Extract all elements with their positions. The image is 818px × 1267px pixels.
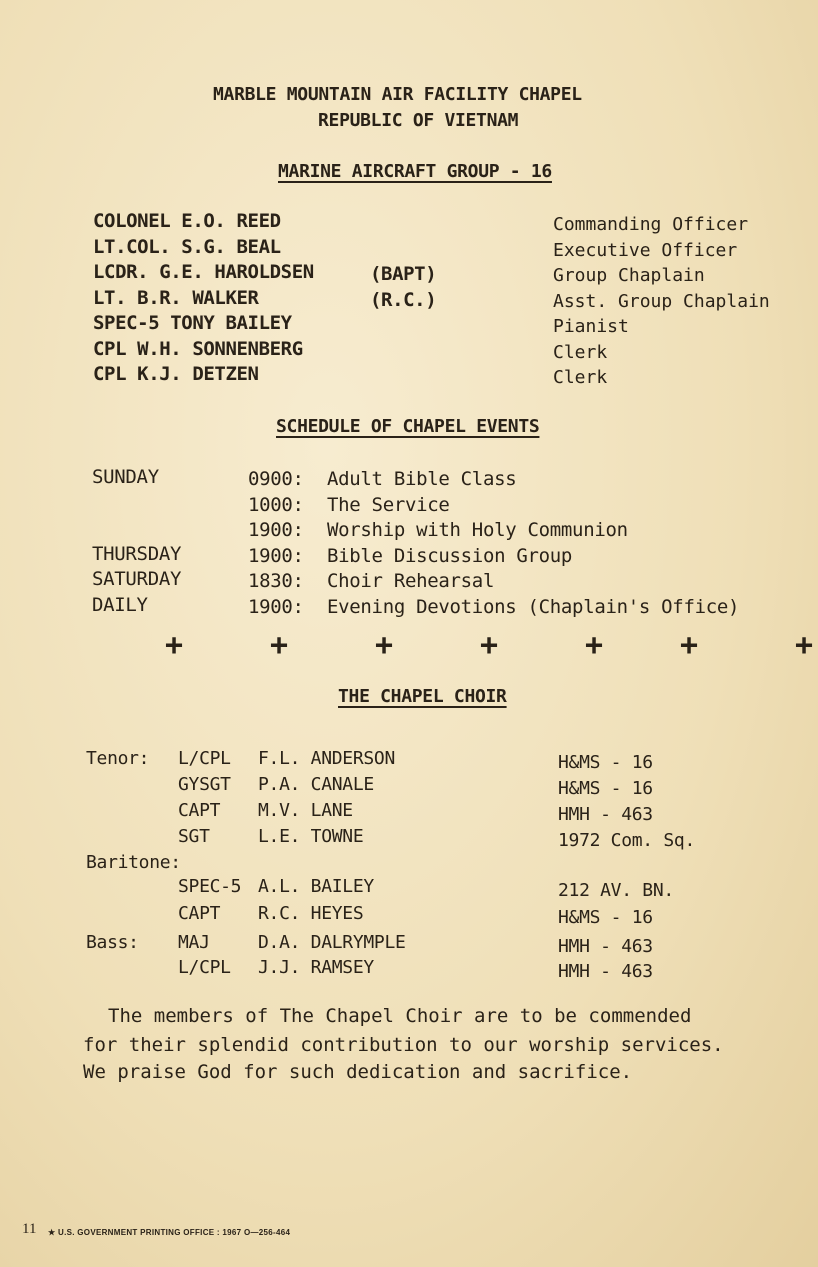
staff-name: CPL W.H. SONNENBERG bbox=[93, 337, 303, 360]
schedule-day: SUNDAY bbox=[92, 466, 159, 488]
choir-unit: 212 AV. BN. bbox=[558, 880, 674, 901]
staff-name: CPL K.J. DETZEN bbox=[93, 363, 259, 385]
cross-mark: + bbox=[165, 628, 184, 663]
schedule-time: 1900: bbox=[248, 519, 304, 541]
schedule-day: DAILY bbox=[92, 593, 148, 616]
schedule-event: Bible Discussion Group bbox=[327, 544, 573, 567]
staff-role: Commanding Officer bbox=[553, 214, 749, 235]
choir-rank: GYSGT bbox=[178, 774, 231, 795]
staff-name: LCDR. G.E. HAROLDSEN bbox=[93, 261, 314, 283]
country-title: REPUBLIC OF VIETNAM bbox=[318, 110, 519, 131]
staff-denomination: (R.C.) bbox=[370, 288, 437, 311]
cross-mark: + bbox=[375, 628, 394, 663]
printer-imprint: ★ U.S. GOVERNMENT PRINTING OFFICE : 1967 O—256-464 bbox=[48, 1228, 291, 1237]
page-number: 11 bbox=[22, 1221, 37, 1237]
choir-rank: MAJ bbox=[178, 932, 210, 953]
choir-rank: CAPT bbox=[178, 800, 221, 821]
staff-role: Pianist bbox=[553, 316, 629, 337]
schedule-event: Worship with Holy Communion bbox=[327, 519, 628, 541]
staff-role: Clerk bbox=[553, 341, 608, 363]
staff-role: Group Chaplain bbox=[553, 265, 705, 286]
choir-rank: CAPT bbox=[178, 903, 221, 924]
staff-name: COLONEL E.O. REED bbox=[93, 210, 281, 232]
choir-name: P.A. CANALE bbox=[258, 774, 374, 795]
cross-mark: + bbox=[585, 628, 604, 663]
choir-rank: SGT bbox=[178, 826, 210, 847]
cross-mark: + bbox=[795, 628, 814, 663]
choir-name: L.E. TOWNE bbox=[258, 826, 364, 847]
choir-section: Baritone: bbox=[86, 852, 181, 873]
schedule-time: 0900: bbox=[248, 468, 304, 490]
schedule-time: 1900: bbox=[248, 544, 304, 567]
choir-name: D.A. DALRYMPLE bbox=[258, 932, 406, 953]
staff-name: SPEC-5 TONY BAILEY bbox=[93, 312, 292, 334]
staff-name: LT.COL. S.G. BEAL bbox=[93, 235, 281, 258]
schedule-event: The Service bbox=[327, 493, 450, 516]
choir-unit: H&MS - 16 bbox=[558, 778, 653, 799]
choir-name: J.J. RAMSEY bbox=[258, 957, 374, 978]
schedule-time: 1900: bbox=[248, 595, 304, 618]
schedule-title: SCHEDULE OF CHAPEL EVENTS bbox=[276, 416, 540, 437]
choir-unit: HMH - 463 bbox=[558, 936, 653, 957]
schedule-day: SATURDAY bbox=[92, 568, 182, 590]
chapel-title: MARBLE MOUNTAIN AIR FACILITY CHAPEL bbox=[213, 84, 582, 105]
schedule-event: Evening Devotions (Chaplain's Office) bbox=[327, 595, 740, 618]
choir-rank: L/CPL bbox=[178, 748, 231, 769]
choir-name: R.C. HEYES bbox=[258, 903, 364, 924]
schedule-event: Adult Bible Class bbox=[327, 468, 517, 490]
choir-section: Tenor: bbox=[86, 748, 150, 769]
schedule-event: Choir Rehearsal bbox=[327, 570, 495, 592]
choir-unit: H&MS - 16 bbox=[558, 752, 653, 773]
schedule-time: 1830: bbox=[248, 570, 304, 592]
choir-title: THE CHAPEL CHOIR bbox=[338, 686, 507, 707]
schedule-day: THURSDAY bbox=[92, 542, 182, 565]
choir-rank: L/CPL bbox=[178, 957, 231, 978]
staff-role: Clerk bbox=[553, 367, 608, 388]
choir-name: A.L. BAILEY bbox=[258, 876, 374, 897]
staff-role: Executive Officer bbox=[553, 239, 738, 261]
cross-mark: + bbox=[270, 628, 289, 663]
choir-unit: H&MS - 16 bbox=[558, 907, 653, 928]
choir-unit: 1972 Com. Sq. bbox=[558, 830, 695, 851]
cross-mark: + bbox=[680, 628, 699, 663]
choir-section: Bass: bbox=[86, 932, 139, 953]
choir-rank: SPEC-5 bbox=[178, 876, 242, 897]
cross-mark: + bbox=[480, 628, 499, 663]
schedule-time: 1000: bbox=[248, 493, 304, 516]
closing-line: We praise God for such dedication and sacrifice. bbox=[83, 1061, 633, 1083]
closing-line: The members of The Chapel Choir are to be commended bbox=[108, 1005, 692, 1027]
staff-denomination: (BAPT) bbox=[370, 263, 437, 285]
choir-name: M.V. LANE bbox=[258, 800, 353, 821]
staff-name: LT. B.R. WALKER bbox=[93, 286, 259, 309]
staff-role: Asst. Group Chaplain bbox=[553, 290, 770, 312]
closing-line: for their splendid contribution to our worship services. bbox=[83, 1034, 724, 1056]
choir-name: F.L. ANDERSON bbox=[258, 748, 395, 769]
choir-unit: HMH - 463 bbox=[558, 804, 653, 825]
group-title: MARINE AIRCRAFT GROUP - 16 bbox=[278, 161, 552, 182]
choir-unit: HMH - 463 bbox=[558, 961, 653, 982]
